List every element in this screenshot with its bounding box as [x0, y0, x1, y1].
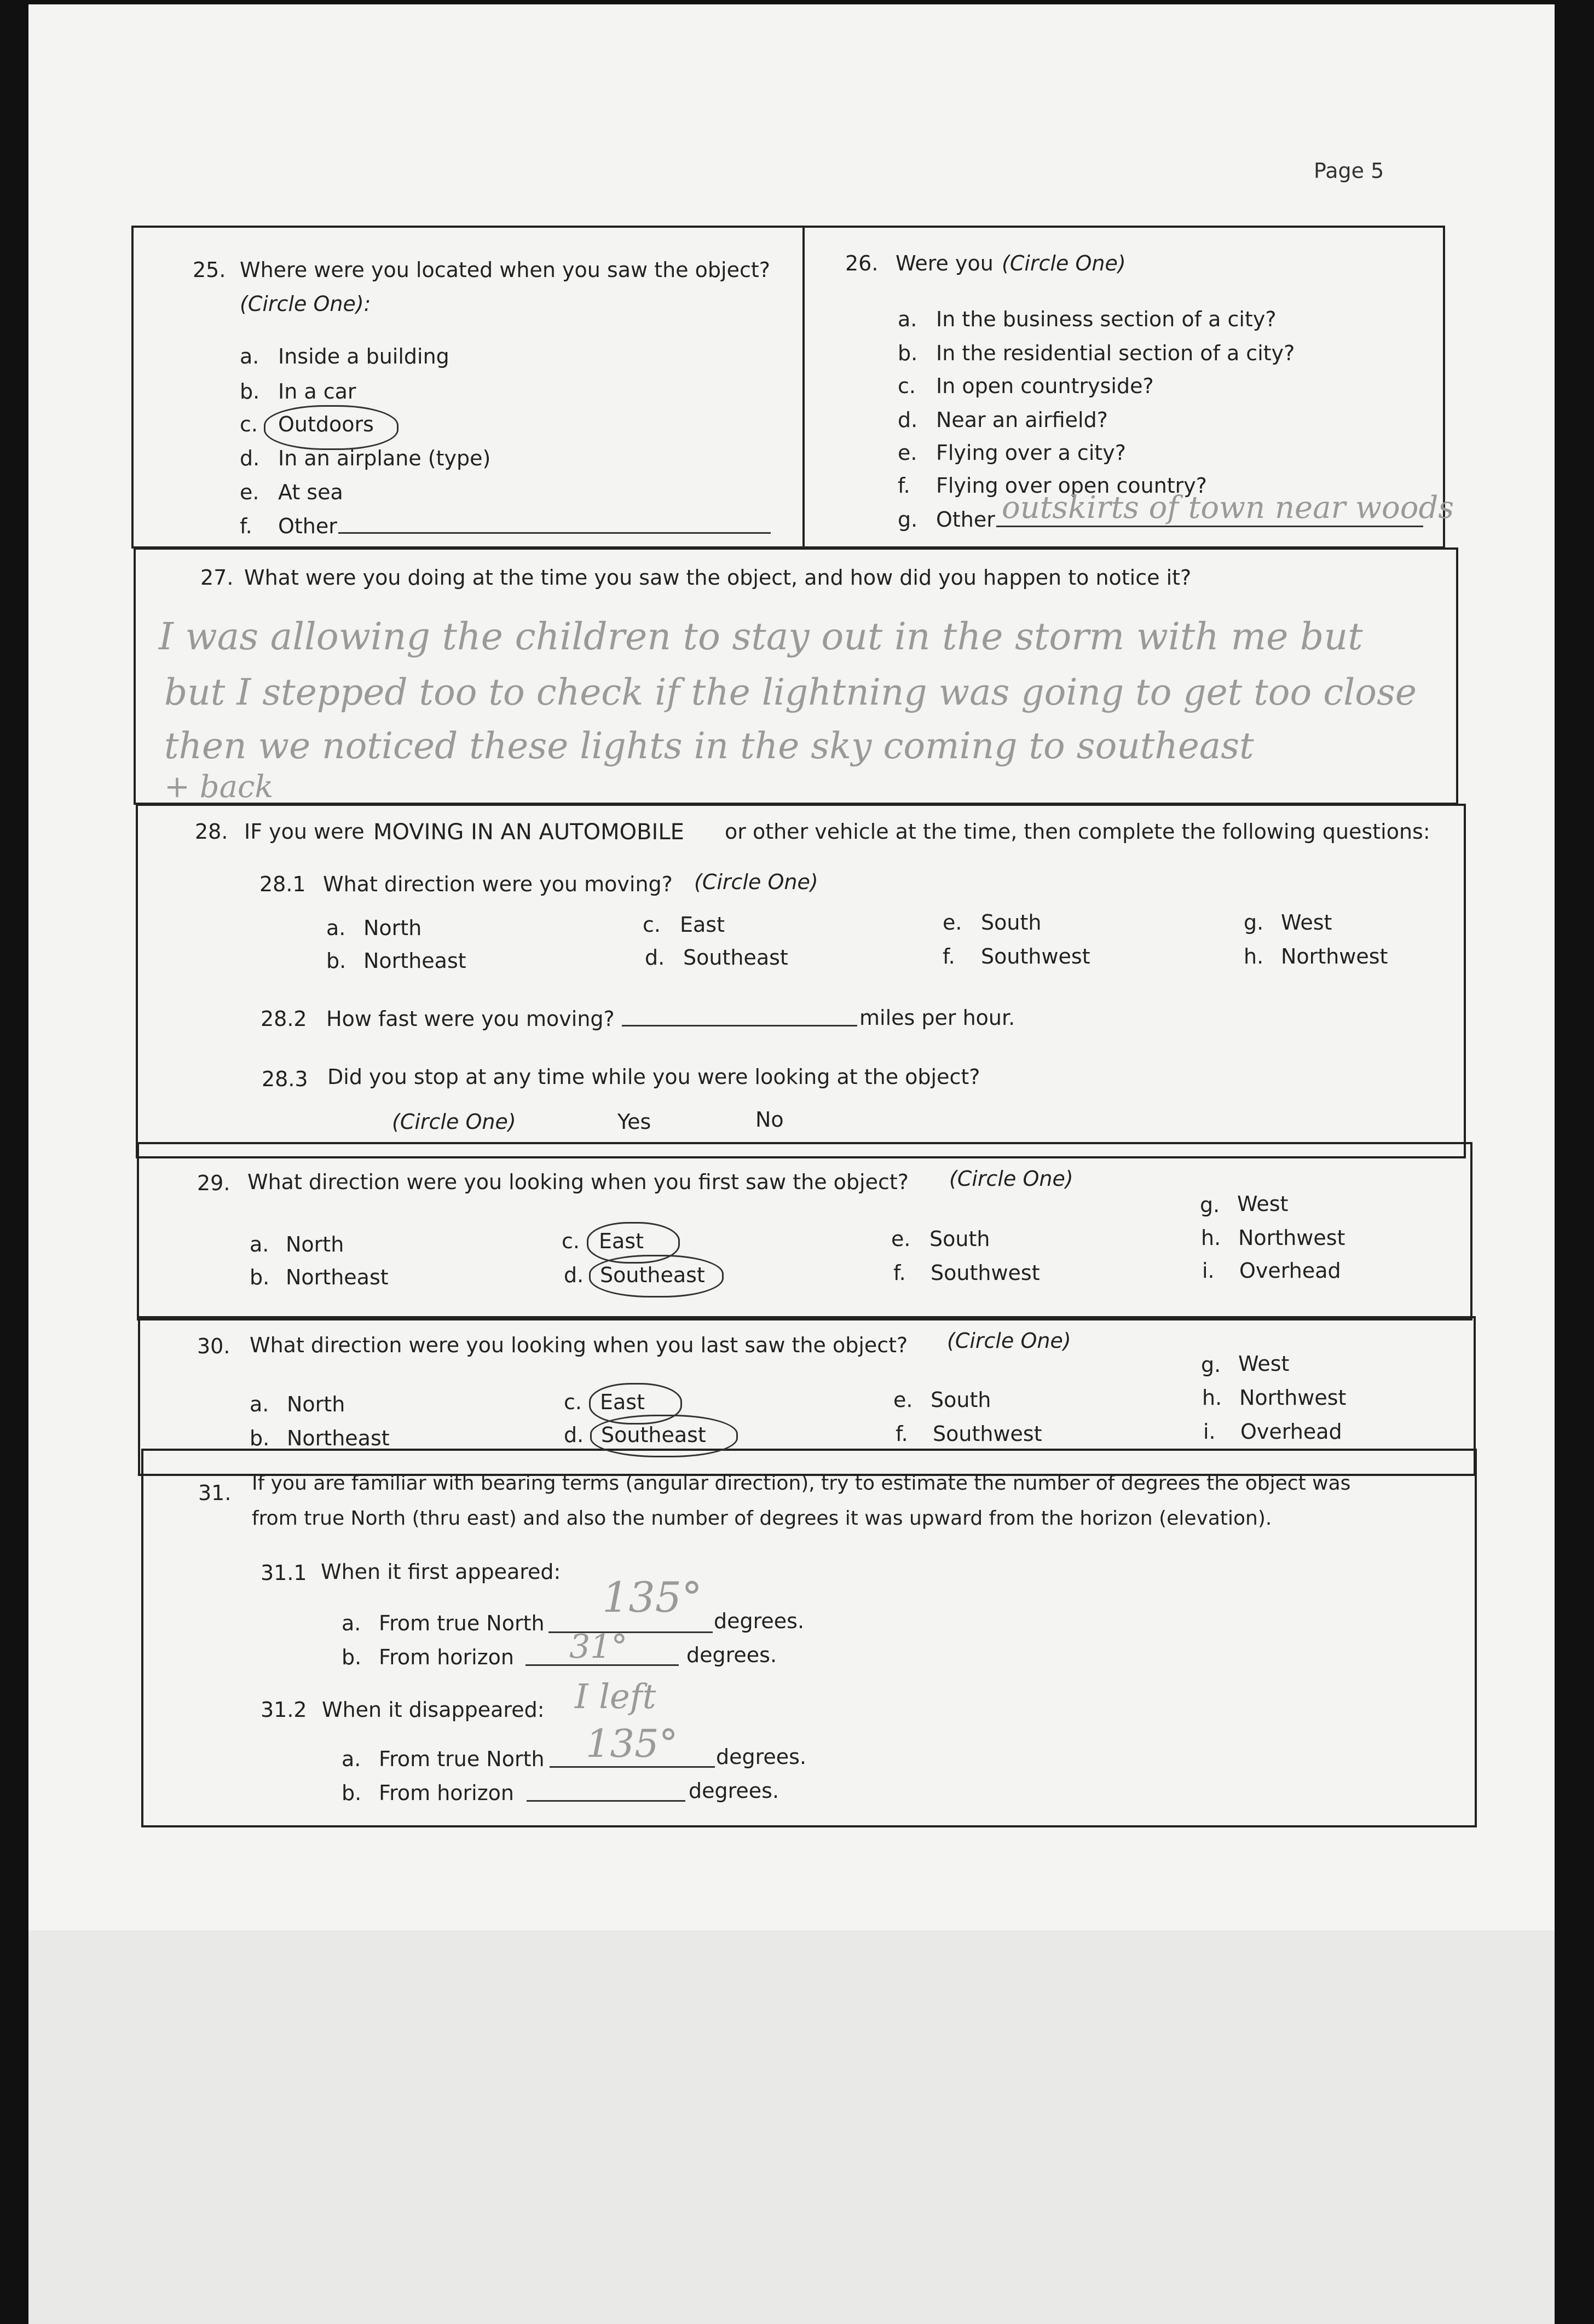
q29-option-g-letter: g. [1200, 1193, 1220, 1217]
q30-option-c-letter: c. [564, 1390, 582, 1414]
q30-option-h-letter: h. [1202, 1386, 1222, 1410]
q28-1-option-e[interactable]: South [981, 910, 1042, 935]
q28-1-option-b[interactable]: Northeast [363, 949, 466, 973]
q30-option-g[interactable]: West [1238, 1352, 1290, 1376]
q29-number: 29. [197, 1171, 230, 1195]
q28-1-option-f[interactable]: Southwest [981, 944, 1090, 968]
q31-1-number: 31.1 [261, 1561, 307, 1585]
q28-1-option-d[interactable]: Southeast [683, 945, 788, 970]
q26-option-a-letter: a. [898, 307, 917, 331]
q31-1-a-letter: a. [342, 1611, 361, 1635]
q25-option-c-letter: c. [240, 412, 258, 436]
q28-2-number: 28.2 [261, 1007, 307, 1031]
q31-2-a-text: From true North [379, 1747, 545, 1771]
q30-option-g-letter: g. [1201, 1353, 1221, 1377]
q30-option-a[interactable]: North [287, 1392, 345, 1416]
q31-2-a-letter: a. [342, 1747, 361, 1771]
q31-line-2: from true North (thru east) and also the number of degrees it was upward from the horizon (elevation). [252, 1507, 1272, 1530]
q29-option-g[interactable]: West [1237, 1192, 1289, 1216]
q30-option-e-letter: e. [893, 1388, 913, 1412]
q29-option-d-letter: d. [564, 1263, 584, 1287]
q27-handwritten-line-1: I was allowing the children to stay out in the storm with me but [159, 615, 1363, 659]
q25-instruction: (Circle One): [240, 292, 371, 316]
q28-1-option-g[interactable]: West [1281, 910, 1332, 935]
q30-option-f-letter: f. [896, 1422, 908, 1446]
q30-option-i[interactable]: Overhead [1240, 1420, 1342, 1444]
q28-1-question: What direction were you moving? [323, 872, 673, 896]
q28-1-option-f-letter: f. [943, 944, 955, 968]
q30-option-d[interactable]: Southeast [601, 1423, 706, 1447]
q28-3-instruction: (Circle One) [392, 1110, 516, 1134]
q29-option-i-letter: i. [1202, 1259, 1215, 1283]
q26-option-f[interactable]: Flying over open country? [936, 474, 1207, 498]
q31-2-a-unit: degrees. [716, 1745, 807, 1769]
q26-option-g[interactable]: Other [936, 508, 995, 532]
q30-option-b[interactable]: Northeast [287, 1426, 390, 1450]
q28-number: 28. [195, 820, 228, 844]
q31-2-b-letter: b. [342, 1781, 362, 1805]
q26-option-b[interactable]: In the residential section of a city? [936, 341, 1295, 365]
q30-option-i-letter: i. [1203, 1420, 1216, 1444]
q27-handwritten-line-4: + back [164, 769, 274, 805]
q31-2-number: 31.2 [261, 1698, 307, 1722]
q28-1-option-d-letter: d. [645, 945, 665, 970]
q28-1-number: 28.1 [259, 872, 306, 896]
q29-option-c-letter: c. [562, 1229, 580, 1253]
q31-2-text: When it disappeared: [322, 1698, 545, 1722]
q29-option-d-circle-mark [589, 1255, 724, 1297]
q28-1-option-a-letter: a. [326, 916, 346, 940]
q30-number: 30. [197, 1334, 230, 1358]
q29-option-f[interactable]: Southwest [931, 1261, 1040, 1285]
q28-3-yes[interactable]: Yes [617, 1110, 651, 1134]
q28-1-option-c-letter: c. [643, 913, 661, 937]
q30-option-b-letter: b. [250, 1426, 270, 1450]
q26-option-e[interactable]: Flying over a city? [936, 441, 1126, 465]
q31-1-a-text: From true North [379, 1611, 545, 1635]
q26-option-a[interactable]: In the business section of a city? [936, 307, 1277, 331]
q25-option-f-letter: f. [240, 514, 252, 538]
q31-2-b-blank[interactable] [527, 1800, 685, 1802]
section-28-box [136, 804, 1466, 1158]
q29-option-h[interactable]: Northwest [1238, 1226, 1345, 1250]
q26-option-g-letter: g. [898, 508, 918, 532]
q25-option-b[interactable]: In a car [278, 379, 356, 403]
q31-2-b-text: From horizon [379, 1781, 515, 1805]
q31-1-b-letter: b. [342, 1645, 362, 1669]
q29-option-i[interactable]: Overhead [1239, 1259, 1341, 1283]
q26-other-blank[interactable] [996, 526, 1423, 527]
q26-option-d[interactable]: Near an airfield? [936, 408, 1108, 432]
q28-1-option-e-letter: e. [943, 910, 962, 935]
q31-1-text: When it first appeared: [321, 1560, 561, 1584]
q28-1-option-h-letter: h. [1244, 944, 1264, 968]
section-26-divider [802, 226, 805, 549]
q29-option-f-letter: f. [893, 1261, 906, 1285]
q29-option-c[interactable]: East [599, 1229, 644, 1253]
q26-option-c-letter: c. [898, 374, 916, 398]
q30-option-e[interactable]: South [931, 1388, 991, 1412]
q27-number: 27. [200, 566, 234, 590]
page-number: Page 5 [1314, 159, 1384, 183]
q31-1-b-unit: degrees. [686, 1643, 777, 1667]
q30-instruction: (Circle One) [947, 1329, 1071, 1353]
q26-number: 26. [845, 251, 879, 275]
q28-2-question: How fast were you moving? [326, 1007, 615, 1031]
q28-3-question: Did you stop at any time while you were looking at the object? [327, 1065, 980, 1089]
q30-option-h[interactable]: Northwest [1239, 1386, 1347, 1410]
q25-option-c-circle-mark [264, 405, 399, 450]
q25-option-e[interactable]: At sea [278, 480, 343, 504]
q25-option-a[interactable]: Inside a building [278, 344, 449, 368]
q25-option-e-letter: e. [240, 480, 259, 504]
q29-option-d[interactable]: Southeast [600, 1263, 705, 1287]
q30-option-f[interactable]: Southwest [933, 1422, 1042, 1446]
q30-option-d-letter: d. [564, 1423, 584, 1447]
q25-number: 25. [193, 258, 226, 282]
q26-question: Were you [896, 251, 994, 275]
q26-option-e-letter: e. [898, 441, 917, 465]
q28-1-option-g-letter: g. [1244, 910, 1264, 935]
q28-2-suffix: miles per hour. [859, 1006, 1015, 1030]
q30-option-d-circle-mark [590, 1415, 738, 1457]
q29-option-e-letter: e. [891, 1227, 911, 1251]
q28-1-option-b-letter: b. [326, 949, 346, 973]
q31-line-1: If you are familiar with bearing terms (angular direction), try to estimate the number of degrees the object was [252, 1472, 1351, 1495]
q28-3-no[interactable]: No [755, 1108, 784, 1132]
q26-instruction: (Circle One) [1002, 251, 1126, 275]
q26-option-f-letter: f. [898, 474, 910, 498]
q26-option-c[interactable]: In open countryside? [936, 374, 1154, 398]
q28-1-option-a[interactable]: North [363, 916, 422, 940]
q27-handwritten-line-3: then we noticed these lights in the sky coming to southeast [164, 725, 1254, 767]
q28-question-post: or other vehicle at the time, then complete the following questions: [725, 820, 1430, 844]
q27-question: What were you doing at the time you saw the object, and how did you happen to notice it? [244, 566, 1192, 590]
q25-option-d[interactable]: In an airplane (type) [278, 446, 491, 470]
q27-handwritten-line-2: but I stepped too to check if the lightning was going to get too close [164, 671, 1417, 713]
q29-question: What direction were you looking when you first saw the object? [247, 1170, 909, 1194]
q29-option-h-letter: h. [1201, 1226, 1221, 1250]
q25-option-b-letter: b. [240, 379, 260, 403]
q28-2-speed-blank[interactable] [622, 1025, 857, 1027]
q31-1-a-unit: degrees. [714, 1609, 805, 1633]
q30-question: What direction were you looking when you last saw the object? [250, 1333, 908, 1357]
q26-option-b-letter: b. [898, 341, 918, 365]
q31-1-a-handwritten: 135° [602, 1573, 703, 1622]
q26-other-handwritten-answer: outskirts of town near woods [1002, 490, 1454, 526]
q29-option-a[interactable]: North [286, 1232, 344, 1256]
q29-option-e[interactable]: South [929, 1227, 990, 1251]
q29-option-b-letter: b. [250, 1265, 270, 1289]
q28-3-number: 28.3 [262, 1067, 308, 1091]
q25-option-f[interactable]: Other [278, 514, 337, 538]
q31-1-b-text: From horizon [379, 1645, 515, 1669]
q28-1-option-h[interactable]: Northwest [1281, 944, 1388, 968]
q31-number: 31. [198, 1481, 232, 1505]
q31-1-b-handwritten: 31° [569, 1628, 628, 1666]
q26-option-d-letter: d. [898, 408, 918, 432]
q31-2-a-handwritten: 135° [586, 1721, 678, 1766]
q31-2-handwritten-note: I left [575, 1676, 656, 1716]
q30-option-a-letter: a. [250, 1392, 269, 1416]
q31-2-a-blank[interactable] [550, 1766, 715, 1768]
q30-option-c[interactable]: East [600, 1390, 645, 1414]
q29-option-b[interactable]: Northeast [286, 1265, 389, 1289]
q25-question: Where were you located when you saw the object? [240, 258, 770, 282]
q28-question-pre: IF you were [244, 820, 365, 844]
q31-2-b-unit: degrees. [689, 1779, 779, 1803]
q25-other-blank[interactable] [338, 532, 771, 534]
q25-option-d-letter: d. [240, 446, 260, 470]
q25-option-c[interactable]: Outdoors [278, 412, 374, 436]
q29-option-a-letter: a. [250, 1232, 269, 1256]
q29-instruction: (Circle One) [949, 1167, 1073, 1191]
q28-question-caps: MOVING IN AN AUTOMOBILE [373, 820, 684, 845]
q28-1-option-c[interactable]: East [680, 913, 725, 937]
page-shadow-area [28, 1930, 1555, 2324]
q25-option-a-letter: a. [240, 344, 259, 368]
q28-1-instruction: (Circle One) [694, 870, 818, 894]
